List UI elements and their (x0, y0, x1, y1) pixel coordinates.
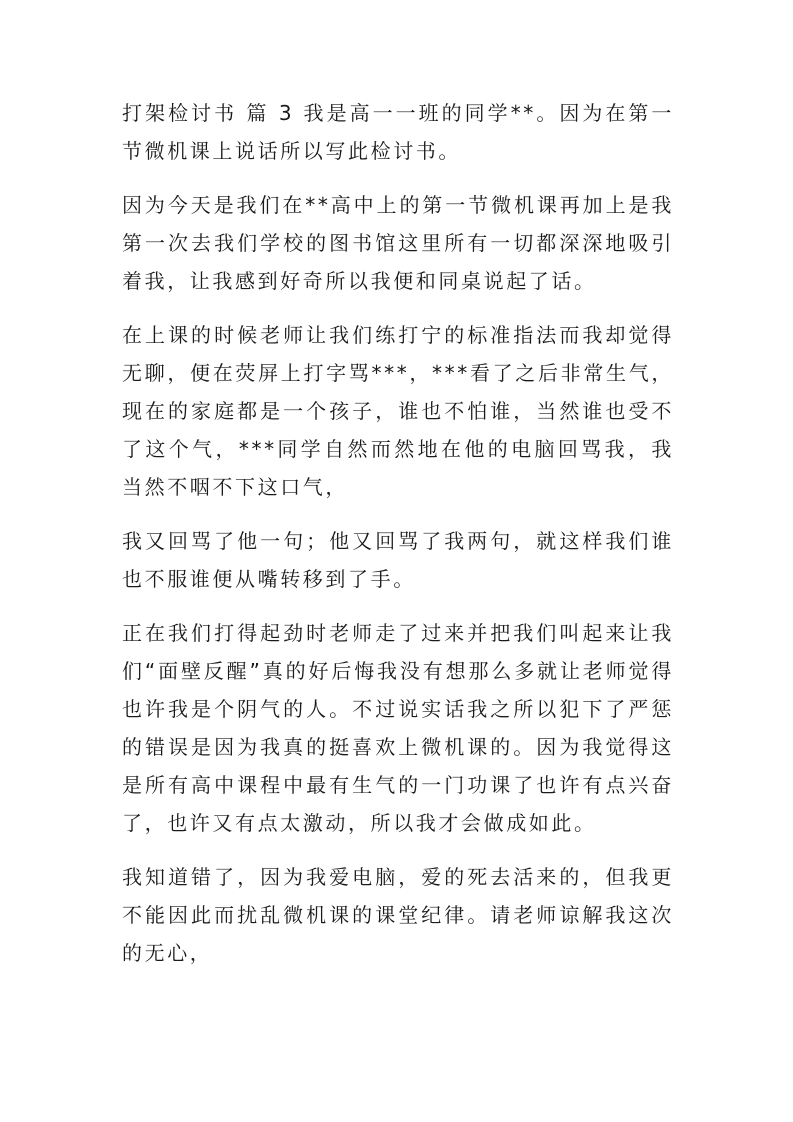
paragraph-2: 因为今天是我们在**高中上的第一节微机课再加上是我第一次去我们学校的图书馆这里所有一切都深深地吸引着我，让我感到好奇所以我便和同桌说起了话。 (122, 193, 674, 293)
paragraph-3: 在上课的时候老师让我们练打宁的标准指法而我却觉得无聊，便在荧屏上打字骂***，***看了之后非常生气，现在的家庭都是一个孩子，谁也不怕谁，当然谁也受不了这个气，***同学自然而然地在他的电脑回骂我，我当然不咽不下这口气， (122, 323, 674, 499)
paragraph-6: 我知道错了，因为我爱电脑，爱的死去活来的，但我更不能因此而扰乱微机课的课堂纪律。请老师谅解我这次的无心， (122, 865, 674, 965)
paragraph-1: 打架检讨书 篇 3 我是高一一班的同学**。因为在第一节微机课上说话所以写此检讨书。 (122, 101, 674, 163)
paragraph-4: 我又回骂了他一句；他又回骂了我两句，就这样我们谁也不服谁便从嘴转移到了手。 (122, 529, 674, 591)
paragraph-5: 正在我们打得起劲时老师走了过来并把我们叫起来让我们“面壁反醒”真的好后悔我没有想那么多就让老师觉得也许我是个阴气的人。不过说实话我之所以犯下了严惩的错误是因为我真的挺喜欢上微机课的。因为我觉得这是所有高中课程中最有生气的一门功课了也许有点兴奋了，也许又有点太激动，所以我才会做成如此。 (122, 621, 674, 835)
document-body (122, 94, 674, 988)
